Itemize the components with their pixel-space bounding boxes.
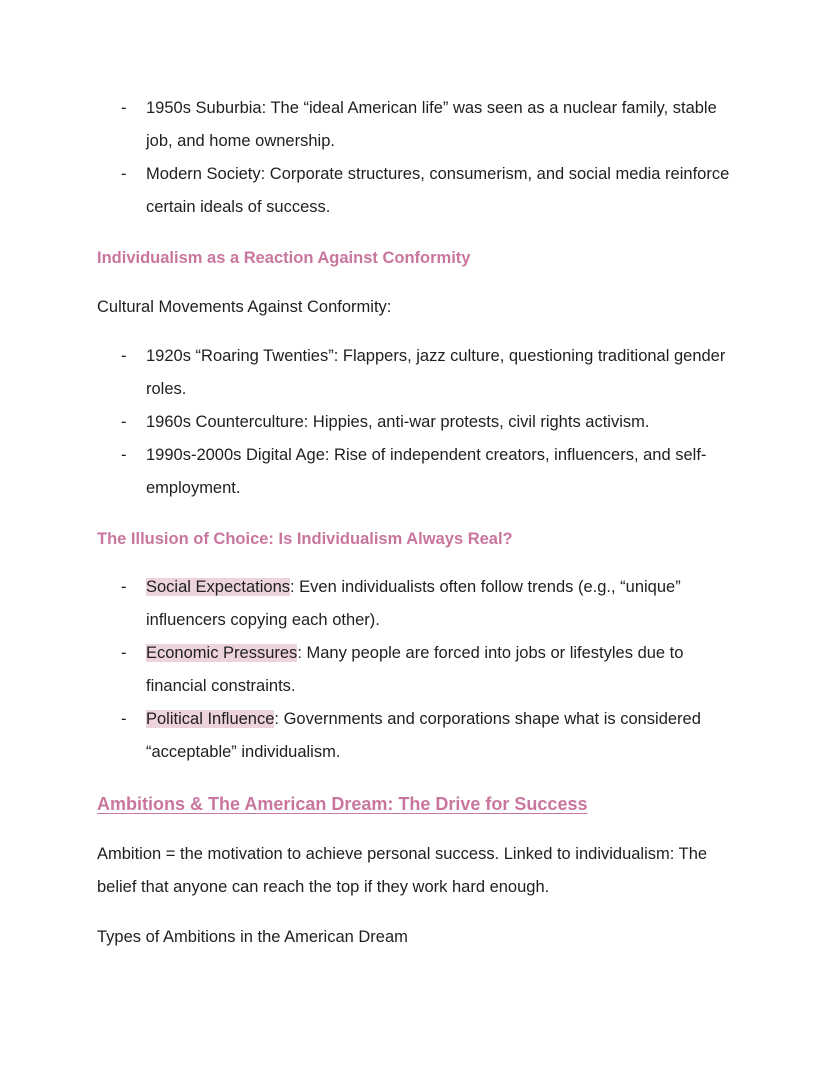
- list-item-text: 1950s Suburbia: The “ideal American life” was seen as a nuclear family, stable job, and home ownership.: [146, 99, 717, 150]
- bullet-dash: -: [121, 644, 127, 662]
- bullet-dash: -: [121, 710, 127, 728]
- ambition-paragraph: Ambition = the motivation to achieve personal success. Linked to individualism: The belief that anyone can reach the top if they work hard enough.: [97, 845, 708, 896]
- list-item: [0, 703, 828, 769]
- list-item: [0, 340, 828, 406]
- list-item-text: : Governments and corporations shape what is considered “acceptable” individualism.: [146, 710, 701, 761]
- list-item: [0, 637, 828, 703]
- section-heading-illusion: The Illusion of Choice: Is Individualism Always Real?: [97, 530, 513, 548]
- illusion-factors-list: [0, 571, 828, 769]
- list-item: [0, 158, 828, 224]
- list-item: [0, 92, 828, 158]
- bullet-dash: -: [121, 347, 127, 365]
- bullet-dash: -: [121, 578, 127, 596]
- highlighted-term: Political Influence: [146, 710, 275, 728]
- list-item-text: 1920s “Roaring Twenties”: Flappers, jazz culture, questioning traditional gender roles.: [146, 347, 726, 398]
- list-item-text: : Many people are forced into jobs or lifestyles due to financial constraints.: [146, 644, 684, 695]
- conformity-examples-list: [0, 92, 828, 224]
- types-of-ambitions-label: Types of Ambitions in the American Dream: [97, 928, 408, 946]
- section-heading-ambitions: Ambitions & The American Dream: The Drive for Success: [97, 794, 588, 814]
- section-heading-individualism: Individualism as a Reaction Against Conformity: [97, 249, 471, 267]
- bullet-dash: -: [121, 99, 127, 117]
- bullet-dash: -: [121, 413, 127, 431]
- highlighted-term: Economic Pressures: [146, 644, 298, 662]
- list-item-text: 1990s-2000s Digital Age: Rise of independent creators, influencers, and self-employment.: [146, 446, 707, 497]
- list-item: [0, 571, 828, 637]
- list-item: [0, 439, 828, 505]
- list-item: [0, 406, 828, 439]
- bullet-dash: -: [121, 446, 127, 464]
- cultural-movements-label: Cultural Movements Against Conformity:: [97, 298, 392, 316]
- bullet-dash: -: [121, 165, 127, 183]
- cultural-movements-list: [0, 340, 828, 505]
- list-item-text: : Even individualists often follow trends (e.g., “unique” influencers copying each other).: [146, 578, 681, 629]
- list-item-text: 1960s Counterculture: Hippies, anti-war protests, civil rights activism.: [146, 413, 650, 431]
- list-item-text: Modern Society: Corporate structures, consumerism, and social media reinforce certain ideals of success.: [146, 165, 730, 216]
- highlighted-term: Social Expectations: [146, 578, 290, 596]
